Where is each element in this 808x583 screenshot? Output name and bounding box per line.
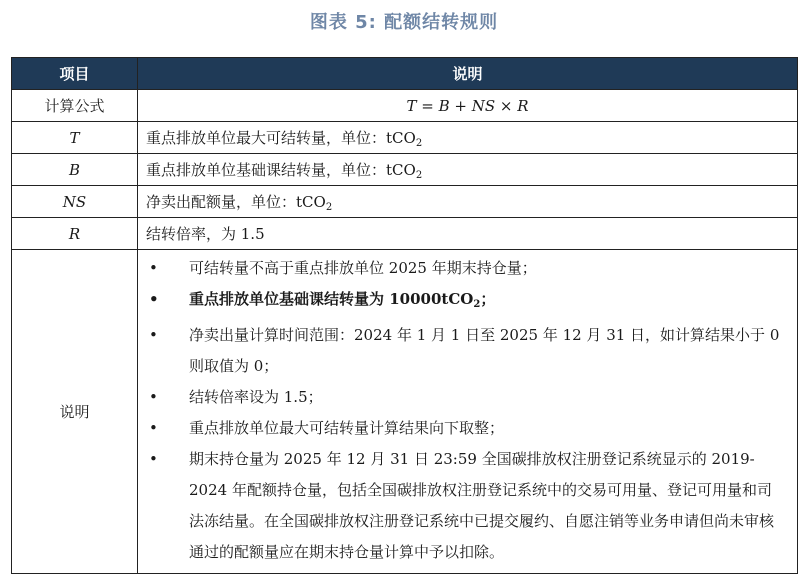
- bullet-icon: •: [149, 326, 158, 344]
- figure-title: 图表 5: 配额结转规则: [309, 12, 499, 33]
- row-value: 重点排放单位最大可结转量，单位：tCO$_2$: [138, 122, 798, 154]
- notes-list: [139, 251, 796, 572]
- table-row: [12, 186, 798, 218]
- list-item: • 可结转量不高于重点排放单位 2025 年期末持仓量；: [149, 253, 786, 284]
- bullet-icon: •: [149, 450, 158, 468]
- header-item: 项目: [12, 58, 138, 90]
- formula-label: 计算公式: [12, 90, 138, 122]
- table-row: [12, 250, 798, 574]
- list-item: • 重点排放单位最大可结转量计算结果向下取整；: [149, 413, 786, 444]
- list-item: • 期末持仓量为 2025 年 12 月 31 日 23:59 全国碳排放权注册登记系统显示的 2019-2024 年配额持仓量，包括全国碳排放权注册登记系统中的交易可用量、登记可用量和司法冻结量。在全国碳排放权注册登记系统中已提交履约、自愿注销等业务申请但尚未审核通过的配额量应在期末持仓量计算中予以扣除。: [149, 444, 786, 568]
- row-key: NS: [12, 186, 138, 218]
- row-key: T: [12, 122, 138, 154]
- list-item: • 净卖出量计算时间范围：2024 年 1 月 1 日至 2025 年 12 月 31 日，如计算结果小于 0 则取值为 0；: [149, 320, 786, 382]
- notes-cell: [138, 250, 798, 574]
- row-key: B: [12, 154, 138, 186]
- row-key: R: [12, 218, 138, 250]
- table-row: [12, 154, 798, 186]
- bullet-icon: •: [149, 259, 158, 277]
- header-description: 说明: [138, 58, 798, 90]
- list-item: • 重点排放单位基础课结转量为 10000tCO$_2$；: [149, 284, 786, 320]
- bullet-icon: •: [149, 419, 158, 437]
- formula-value: T = B + NS × R: [138, 90, 798, 122]
- bullet-icon: •: [149, 290, 159, 308]
- bullet-icon: •: [149, 388, 158, 406]
- table-header-row: [12, 58, 798, 90]
- notes-label: 说明: [12, 250, 138, 574]
- row-value: 结转倍率，为 1.5: [138, 218, 798, 250]
- list-item: • 结转倍率设为 1.5；: [149, 382, 786, 413]
- table-row: [12, 90, 798, 122]
- row-value: 净卖出配额量，单位：tCO$_2$: [138, 186, 798, 218]
- table-row: [12, 122, 798, 154]
- row-value: 重点排放单位基础课结转量，单位：tCO$_2$: [138, 154, 798, 186]
- table-row: [12, 218, 798, 250]
- carryover-rules-table: [11, 57, 798, 574]
